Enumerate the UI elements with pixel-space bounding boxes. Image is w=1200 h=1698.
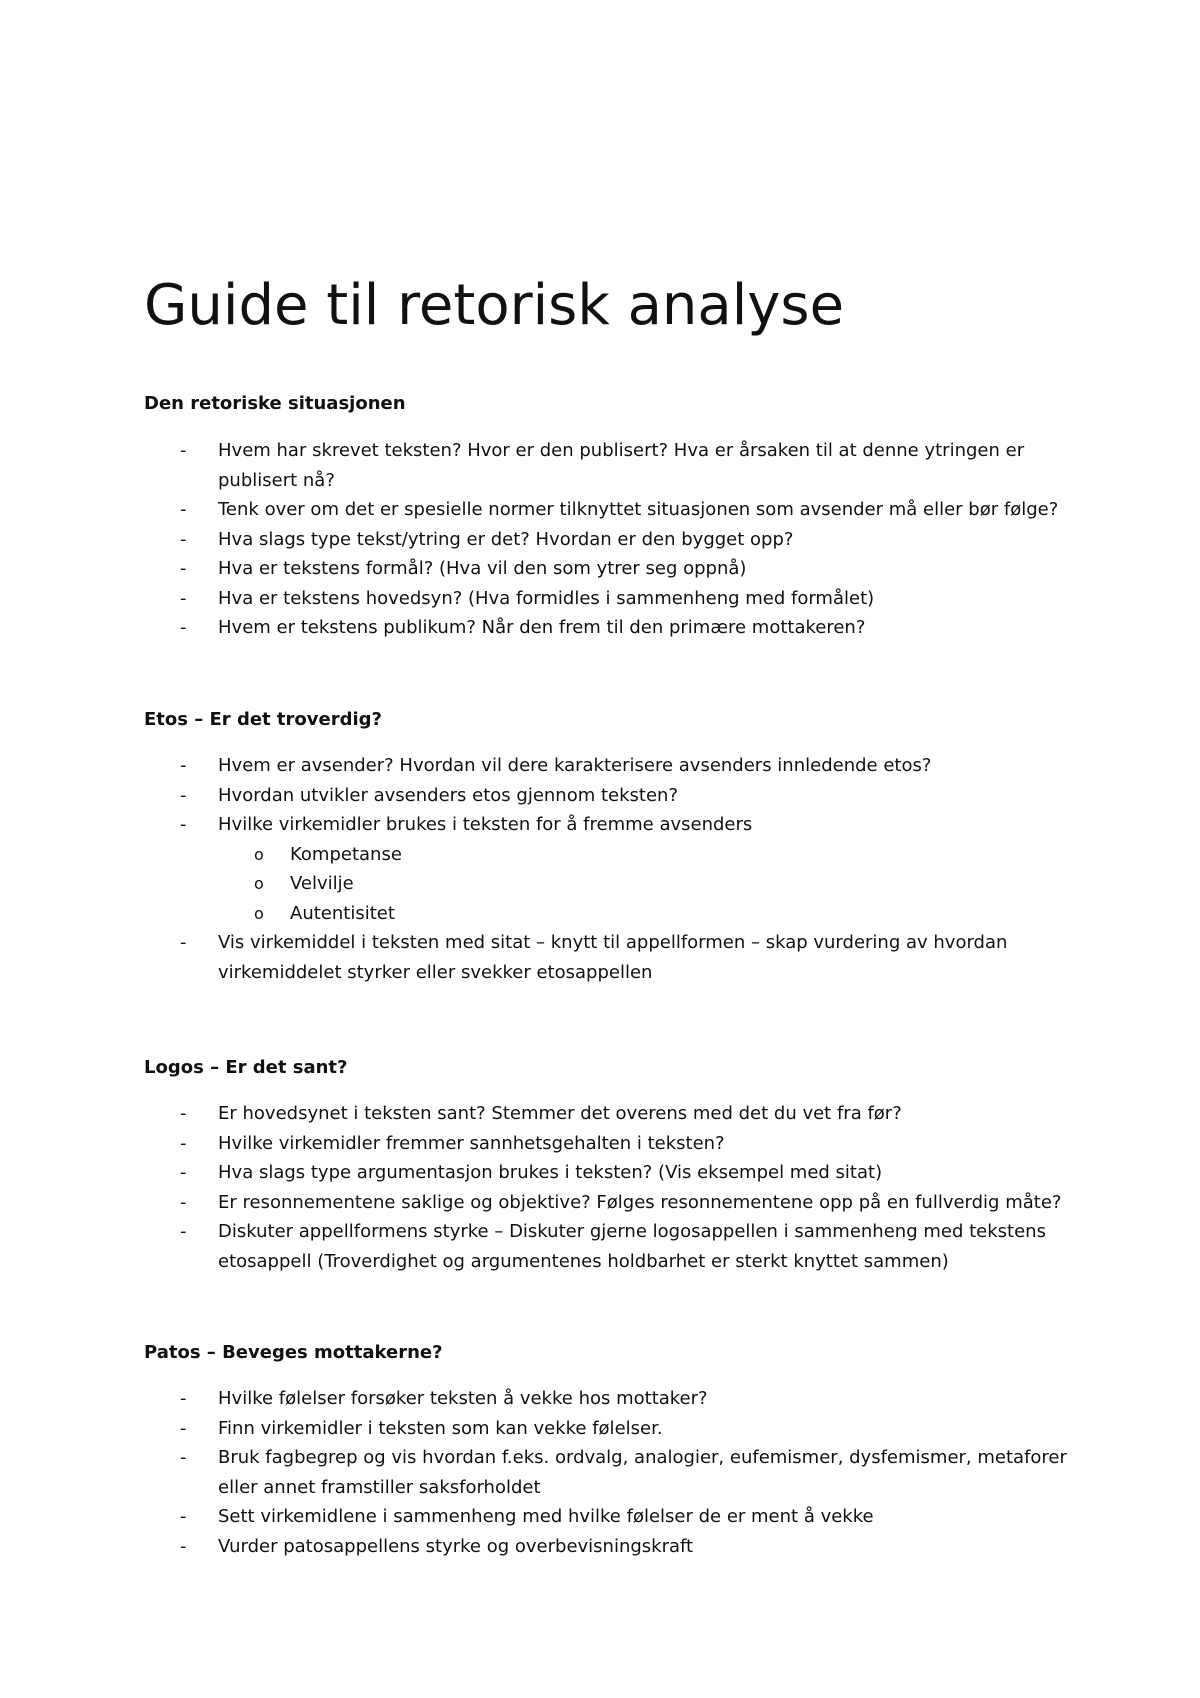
bullet-marker: - [180,528,187,550]
list-item-text: Hva er tekstens hovedsyn? (Hva formidles i sammenheng med formålet) [218,587,875,609]
bullet-marker: - [180,814,187,835]
list-item-text: Autentisitet [290,902,395,924]
list-item-text: Kompetanse [290,843,402,865]
section-heading-logos: Logos – Er det sant? [144,1057,348,1078]
bullet-marker: - [180,1162,187,1183]
bullet-marker: - [180,1417,187,1439]
list-item [144,1384,1074,1414]
list-item [144,928,1074,987]
list-item-text: Diskuter appellformens styrke – Diskuter gjerne logosappellen i sammenheng med tekstens etosappell (Troverdighet og argumentenes holdbarhet er sterkt knyttet sammen) [218,1221,1046,1272]
sub-bullet-marker: o [254,844,264,864]
list-item-text: Er hovedsynet i teksten sant? Stemmer det overens med det du vet fra før? [218,1103,902,1124]
list-item-text: Hvem er avsender? Hvordan vil dere karakterisere avsenders innledende etos? [218,755,932,776]
section-heading-etos: Etos – Er det troverdig? [144,709,382,730]
list-item-text: Hvilke følelser forsøker teksten å vekke hos mottaker? [218,1388,708,1409]
list-item-text: Hvordan utvikler avsenders etos gjennom teksten? [218,784,679,806]
list-item [144,436,1074,495]
list-item [144,495,1074,525]
sub-list-item [144,840,1074,870]
section-list-logos [144,1099,1074,1276]
bullet-marker: - [180,1103,187,1124]
list-item-text: Hva er tekstens formål? (Hva vil den som ytrer seg oppnå) [218,558,747,579]
bullet-marker: - [180,1191,187,1213]
list-item [144,1158,1074,1188]
bullet-marker: - [180,558,187,579]
list-item [144,1443,1074,1502]
document-title: Guide til retorisk analyse [144,273,845,338]
list-item [144,781,1074,811]
list-item-text: Hvilke virkemidler fremmer sannhetsgehalten i teksten? [218,1132,725,1154]
bullet-marker: - [180,1388,187,1409]
list-item-text: Vis virkemiddel i teksten med sitat – knytt til appellformen – skap vurdering av hvordan virkemiddelet styrker eller svekker etosappellen [218,932,1008,983]
list-item [144,1129,1074,1159]
list-item [144,1099,1074,1129]
list-item-text: Er resonnementene saklige og objektive? Følges resonnementene opp på en fullverdig måte? [218,1191,1062,1213]
list-item [144,1414,1074,1444]
list-item-text: Hvem er tekstens publikum? Når den frem til den primære mottakeren? [218,617,866,638]
list-item [144,810,1074,840]
list-item [144,1217,1074,1276]
section-list-patos [144,1384,1074,1561]
list-item [144,751,1074,781]
bullet-marker: - [180,1535,187,1557]
bullet-marker: - [180,1221,187,1242]
list-item [144,1188,1074,1218]
section-list-situasjon [144,436,1074,643]
section-heading-patos: Patos – Beveges mottakerne? [144,1342,443,1363]
list-item-text: Hva slags type argumentasjon brukes i teksten? (Vis eksempel med sitat) [218,1162,883,1183]
list-item-text: Vurder patosappellens styrke og overbevisningskraft [218,1535,694,1557]
bullet-marker: - [180,499,187,520]
list-item-text: Sett virkemidlene i sammenheng med hvilke følelser de er ment å vekke [218,1506,874,1527]
list-item [144,554,1074,584]
list-item [144,525,1074,555]
list-item-text: Hvem har skrevet teksten? Hvor er den publisert? Hva er årsaken til at denne ytringen er publisert nå? [218,440,1025,491]
sub-list-item [144,899,1074,929]
bullet-marker: - [180,784,187,806]
section-heading-situasjon: Den retoriske situasjonen [144,393,406,414]
list-item-text: Hvilke virkemidler brukes i teksten for å fremme avsenders [218,814,753,835]
bullet-marker: - [180,440,187,461]
sub-bullet-marker: o [254,903,264,923]
list-item-text: Tenk over om det er spesielle normer tilknyttet situasjonen som avsender må eller bør følge? [218,499,1059,520]
bullet-marker: - [180,755,187,776]
list-item [144,1532,1074,1562]
list-item-text: Hva slags type tekst/ytring er det? Hvordan er den bygget opp? [218,528,794,550]
list-item [144,584,1074,614]
section-list-etos [144,751,1074,987]
bullet-marker: - [180,932,187,953]
bullet-marker: - [180,1132,187,1154]
list-item [144,613,1074,643]
list-item-text: Bruk fagbegrep og vis hvordan f.eks. ordvalg, analogier, eufemismer, dysfemismer, metaforer eller annet framstiller saksforholdet [218,1447,1067,1498]
list-item-text: Finn virkemidler i teksten som kan vekke følelser. [218,1417,663,1439]
list-item [144,1502,1074,1532]
list-item-text: Velvilje [290,873,354,894]
sub-list-item [144,869,1074,899]
bullet-marker: - [180,1506,187,1527]
bullet-marker: - [180,587,187,609]
bullet-marker: - [180,617,187,638]
sub-bullet-marker: o [254,874,264,893]
bullet-marker: - [180,1447,187,1468]
